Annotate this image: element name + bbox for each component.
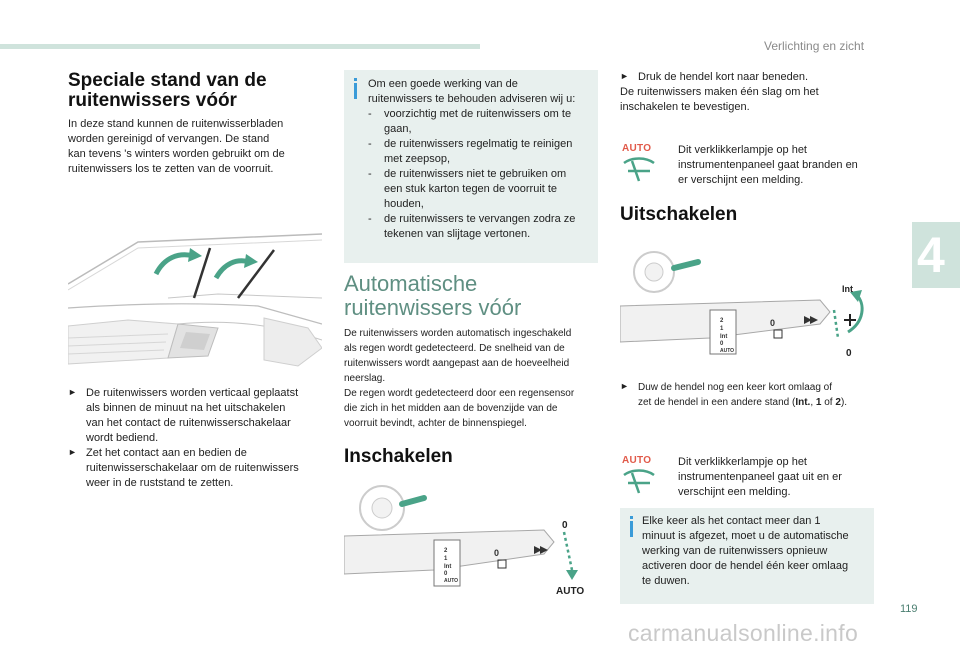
text-line: kan tevens 's winters worden gebruikt om de [68, 148, 285, 160]
text-line: Om een goede werking van de [368, 78, 518, 90]
text-line: ruitenwissers los te zetten van de voorruit. [68, 163, 274, 175]
chapter-number: 4 [917, 227, 945, 283]
position-label-top: Int [842, 284, 853, 294]
text-line: tekenen van slijtage vertonen. [384, 228, 531, 240]
text-line: minuut is afgezet, moet u de automatische [642, 530, 849, 542]
heading-line: ruitenwissers vóór [344, 295, 522, 320]
chapter-title: Verlichting en zicht [764, 39, 865, 53]
step-on [620, 70, 880, 85]
step-text [86, 386, 328, 446]
text-line: activeren door de hendel één keer omlaag [642, 560, 849, 572]
wiper-indicator-icon [622, 157, 656, 185]
text-line: inschakelen te bevestigen. [620, 101, 750, 113]
heading-line: Automatische [344, 271, 478, 296]
stalk-label: 0 [720, 341, 724, 347]
car-windscreen-illustration [68, 228, 322, 374]
text-line: een stuk karton tegen de voorruit te [384, 183, 558, 195]
care-item: - de ruitenwissers regelmatig te reinigen met zeepsop, [368, 138, 573, 165]
section-heading-switch-off: Uitschakelen [620, 204, 738, 225]
step-text [86, 446, 328, 491]
steps-list [68, 386, 328, 491]
wiper-indicator-icon [622, 469, 656, 497]
stalk-label: 1 [720, 326, 724, 332]
section-heading-automatic [344, 272, 521, 320]
page-number: 119 [900, 603, 918, 615]
info-intro [368, 77, 594, 107]
heading-line: ruitenwissers vóór [68, 90, 237, 111]
step-text: Druk de hendel kort naar beneden. [638, 71, 809, 83]
step-item [68, 446, 328, 491]
text-line: gaan, [384, 123, 412, 135]
text-fragment: zet de hendel in een andere stand ( [638, 397, 796, 408]
auto-indicator-label: AUTO [622, 455, 652, 466]
text-line: In deze stand kunnen de ruitenwisserbladen [68, 118, 284, 130]
text-line: met zeepsop, [384, 153, 451, 165]
stalk-label: 1 [444, 556, 448, 562]
text-fragment: , [810, 397, 816, 408]
position-1: 1 [815, 397, 822, 408]
svg-text:0: 0 [494, 548, 500, 558]
text-line: De ruitenwissers worden verticaal geplaatst [86, 387, 299, 399]
step-item [68, 386, 328, 446]
note-text [642, 514, 872, 589]
text-line: ruitenwissers wordt aangepast aan de hoeveelheid [344, 358, 570, 369]
text-line: worden gereinigd of vervangen. De stand [68, 133, 270, 145]
section-heading-switch-on: Inschakelen [344, 446, 453, 467]
position-label-bottom: AUTO [556, 586, 585, 597]
text-line: Elke keer als het contact meer dan 1 [642, 515, 821, 527]
text-line: De ruitenwissers maken één slag om het [620, 86, 819, 98]
wiper-stalk-diagram-on [344, 474, 598, 604]
text-line: die zich in het midden aan de bovenzijde van de [344, 403, 558, 414]
text-line: ruitenwissers te behouden adviseren wij u: [368, 93, 576, 105]
stalk-label: Int [720, 334, 728, 340]
text-line: ruitenwisserschakelaar om de ruitenwissers [86, 462, 299, 474]
text-line: te duwen. [642, 575, 690, 587]
section-heading-special-position [68, 71, 267, 111]
care-item: - de ruitenwissers niet te gebruiken om een stuk karton tegen de voorruit te houden, [368, 168, 567, 210]
lamp-off-text [678, 455, 878, 500]
text-line: voorruit bevindt, achter de binnenspiegel. [344, 418, 527, 429]
text-line: Dit verklikkerlampje op het [678, 144, 807, 156]
text-line: instrumentenpaneel gaat branden en [678, 159, 858, 171]
intro-paragraph [68, 117, 318, 177]
text-line: verschijnt een melding. [678, 486, 791, 498]
heading-line: Speciale stand van de [68, 70, 267, 91]
text-line: van het contact de ruitenwisserschakelaar [86, 417, 291, 429]
text-fragment: ). [840, 397, 848, 408]
text-line: de ruitenwissers te vervangen zodra ze [384, 213, 576, 225]
stalk-label: 0 [444, 571, 448, 577]
triangle-bullet-icon: ► [620, 71, 629, 81]
text-line: werking van de ruitenwissers opnieuw [642, 545, 828, 557]
triangle-bullet-icon: ► [620, 381, 629, 391]
svg-text:0: 0 [770, 318, 776, 328]
stalk-label: Int [444, 564, 452, 570]
text-line: er verschijnt een melding. [678, 174, 804, 186]
position-label-top: 0 [562, 520, 568, 531]
stalk-label: 2 [720, 318, 724, 324]
care-item: - de ruitenwissers te vervangen zodra ze tekenen van slijtage vertonen. [368, 213, 576, 240]
stalk-label: AUTO [444, 578, 459, 584]
text-line: Duw de hendel nog een keer kort omlaag of [638, 382, 833, 393]
position-label-bottom: 0 [846, 348, 852, 359]
text-line: instrumentenpaneel gaat uit en er [678, 471, 842, 483]
info-box-content [368, 77, 594, 242]
text-fragment: of [821, 397, 836, 408]
position-int: Int. [795, 397, 811, 408]
step-text [620, 380, 880, 410]
care-item: - voorzichtig met de ruitenwissers om te gaan, [368, 108, 572, 135]
info-icon [630, 516, 633, 537]
text-line: voorzichtig met de ruitenwissers om te [384, 108, 572, 120]
automatic-description [344, 326, 600, 431]
info-icon [354, 78, 357, 99]
lamp-on-text [678, 143, 878, 188]
triangle-bullet-icon: ► [68, 387, 77, 397]
text-line: als binnen de minuut na het uitschakelen [86, 402, 286, 414]
text-line: weer in de ruststand te zetten. [86, 477, 234, 489]
auto-indicator-label: AUTO [622, 143, 652, 154]
text-line: De regen wordt gedetecteerd door een regensensor [344, 388, 575, 399]
text-line: houden, [384, 198, 424, 210]
position-2: 2 [835, 397, 841, 408]
text-line: neerslag. [344, 373, 386, 384]
header-accent-bar [0, 44, 480, 49]
text-line: als regen wordt gedetecteerd. De snelheid van de [344, 343, 565, 354]
stalk-label: AUTO [720, 348, 735, 354]
text-line: Dit verklikkerlampje op het [678, 456, 807, 468]
text-line: de ruitenwissers niet te gebruiken om [384, 168, 567, 180]
wiper-stalk-diagram-off [620, 246, 876, 368]
text-line: wordt bediend. [86, 432, 159, 444]
confirm-text [620, 85, 880, 115]
care-list [368, 107, 594, 242]
text-line: De ruitenwissers worden automatisch ingeschakeld [344, 328, 572, 339]
watermark: carmanualsonline.info [628, 620, 859, 646]
step-off [620, 380, 880, 410]
triangle-bullet-icon: ► [68, 447, 77, 457]
text-line: Zet het contact aan en bedien de [86, 447, 247, 459]
stalk-label: 2 [444, 548, 448, 554]
text-line: de ruitenwissers regelmatig te reinigen [384, 138, 573, 150]
